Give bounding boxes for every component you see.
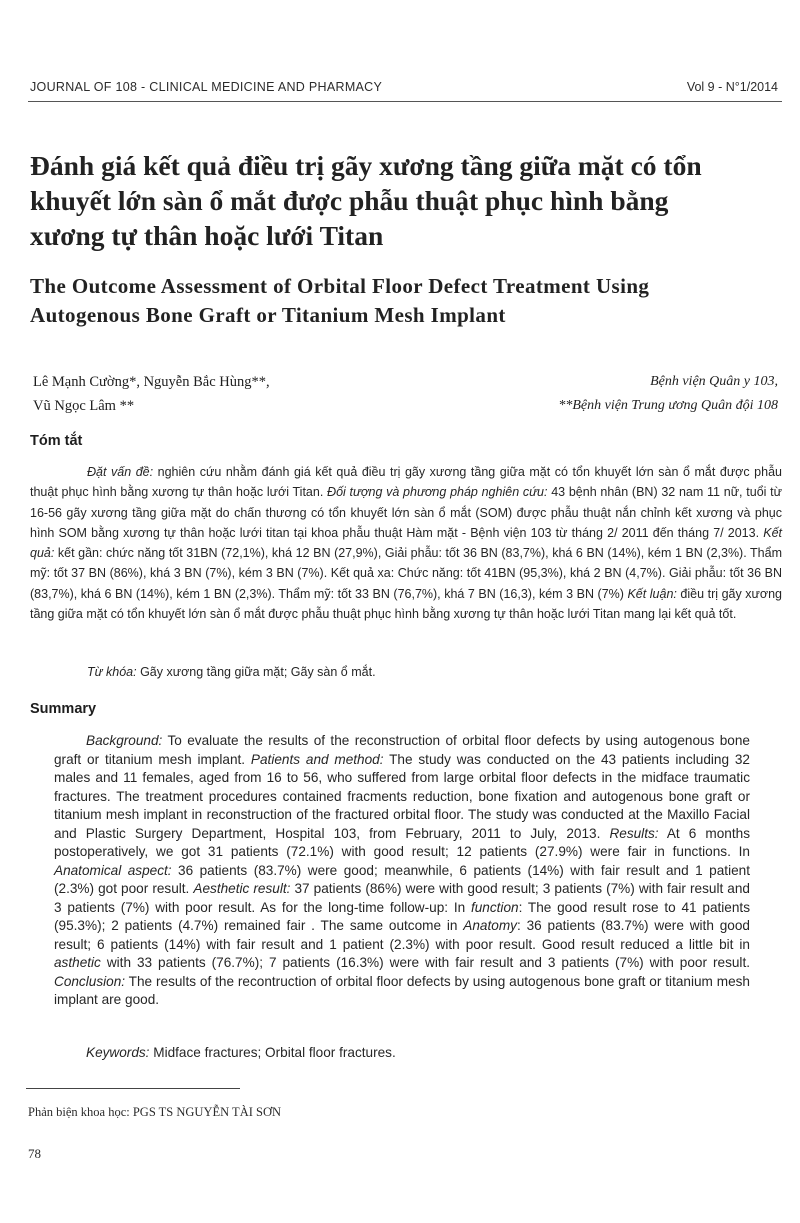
journal-name: JOURNAL OF 108 - CLINICAL MEDICINE AND PHARMACY bbox=[30, 80, 383, 94]
vi-background-label: Đặt vấn đề: bbox=[87, 465, 154, 479]
vi-result-text: kết gần: chức năng tốt 31BN (72,1%), khá 12 BN (27,9%), Giải phẫu: tốt 36 BN (83,7%), khá 6 BN (14%), kém 1 BN (2,3%). Thẩm mỹ: tốt 37 BN (86%), khá 3 BN (7%), kém 3 BN (7%). Kết quả xa: Chức năng: tốt 41BN (95,3%), khá 2 BN (4,7%). Giải phẫu: tốt 36 BN (83,7%), khá 6 BN (14%), kém 1 BN (2,3%). Thẩm mỹ: tốt 33 BN (76,7%), khá 7 BN (16,3), kém 3 BN (7%) bbox=[30, 546, 782, 601]
vi-conclusion-label: Kết luận: bbox=[627, 586, 677, 601]
en-conclusion-text: The results of the recontruction of orbital floor defects by using autogenous bone graft or titanium mesh implant are good. bbox=[54, 973, 750, 1007]
reviewer-note: Phản biện khoa học: PGS TS NGUYỄN TÀI SƠN bbox=[28, 1105, 282, 1119]
tomtat-heading: Tóm tắt bbox=[30, 433, 83, 449]
en-results-text-5: : 36 patients (83.7%) were with good result; 6 patients (14%) with fair result and 1 patient (2.3%) with poor result. Good result reduced a little bit in bbox=[54, 918, 750, 952]
en-function-label: function bbox=[470, 899, 519, 915]
affiliation-list bbox=[558, 370, 778, 418]
vi-conclusion-text: điều trị gãy xương tầng giữa mặt có tổn khuyết lớn sàn ổ mắt được phẫu thuật phục hình bằng xương tự thân hoặc lưới Titan mang lại kết quả tốt. bbox=[30, 586, 782, 622]
summary-heading: Summary bbox=[30, 701, 97, 717]
volume-issue: Vol 9 - N°1/2014 bbox=[686, 80, 778, 94]
en-results-text-6: with 33 patients (76.7%); 7 patients (16.3%) were with fair result and 3 patients (7%) with poor result. bbox=[100, 955, 750, 970]
title-vi-line-2: khuyết lớn sàn ổ mắt được phẫu thuật phục hình bằng bbox=[30, 185, 669, 216]
vi-method-label: Đối tượng và phương pháp nghiên cứu: bbox=[327, 485, 548, 500]
header-divider bbox=[28, 101, 782, 102]
vi-result-label: Kết quả: bbox=[30, 525, 782, 561]
en-results-text-4: : The good result rose to 41 patients (95.3%); 2 patients (4.7%) remained fair . The same outcome in bbox=[54, 899, 750, 933]
en-background-label: Background: bbox=[86, 733, 163, 748]
title-en-line-2: Autogenous Bone Graft or Titanium Mesh Implant bbox=[30, 303, 506, 327]
affiliation-line-2: **Bệnh viện Trung ương Quân đội 108 bbox=[558, 398, 778, 413]
en-keywords-label: Keywords: bbox=[86, 1045, 150, 1060]
en-asthetic-label: asthetic bbox=[54, 955, 101, 970]
en-results-text-2: 36 patients (83.7%) were good; meanwhile, 6 patients (14%) with fair result and 1 patient (2.3%) got poor result. bbox=[54, 862, 750, 896]
footnote-divider bbox=[26, 1088, 240, 1089]
vi-keywords-label: Từ khóa: bbox=[87, 665, 137, 679]
en-keywords-text: Midface fractures; Orbital floor fractures. bbox=[149, 1045, 396, 1060]
title-vietnamese bbox=[30, 148, 790, 253]
authors-line-1: Lê Mạnh Cường*, Nguyễn Bắc Hùng**, bbox=[33, 374, 270, 390]
title-english bbox=[30, 272, 790, 330]
abstract-vietnamese bbox=[30, 462, 782, 624]
en-results-text-3: 37 patients (86%) were with good result; 3 patients (7%) with fair result and 3 patients (7%) with poor result. As for the long-time follow-up: In bbox=[54, 881, 750, 915]
en-conclusion-label: Conclusion: bbox=[54, 973, 126, 989]
title-en-line-1: The Outcome Assessment of Orbital Floor Defect Treatment Using bbox=[30, 274, 650, 298]
en-method-label: Patients and method: bbox=[250, 751, 384, 767]
en-results-text-1: At 6 months postoperatively, we got 31 patients (72.1%) with good result; 12 patients (27.9%) were fair in functions. In bbox=[54, 825, 750, 859]
author-list bbox=[33, 370, 270, 418]
vi-background-text: nghiên cứu nhằm đánh giá kết quả điều trị gãy xương tầng giữa mặt có tổn khuyết lớn sàn ổ mắt được phẫu thuật phục hình bằng xương tự thân hoặc lưới Titan. bbox=[30, 465, 782, 500]
affiliation-line-1: Bệnh viện Quân y 103, bbox=[650, 374, 778, 389]
en-anatomical-label: Anatomical aspect: bbox=[54, 862, 172, 878]
page-number: 78 bbox=[28, 1146, 41, 1161]
vi-method-text: 43 bệnh nhân (BN) 32 nam 11 nữ, tuổi từ 16-56 gãy xương tầng giữa mặt do chấn thương có tổn khuyết lớn sàn ổ mắt (SOM) được phẫu thuật nắn chỉnh kết xương và phục hình SOM bằng xương tự thân hoặc lưới titan tại khoa phẫu thuật Hàm mặt - Bệnh viện 103 từ tháng 2/ 2011 đến tháng 7/ 2013. bbox=[30, 485, 782, 540]
keywords-english bbox=[86, 1045, 396, 1060]
title-vi-line-3: xương tự thân hoặc lưới Titan bbox=[30, 220, 384, 251]
en-aesthetic-label: Aesthetic result: bbox=[193, 881, 291, 896]
en-anatomy-label: Anatomy bbox=[463, 918, 517, 933]
keywords-vietnamese bbox=[87, 665, 376, 679]
vi-keywords-text: Gãy xương tầng giữa mặt; Gãy sàn ổ mắt. bbox=[136, 665, 376, 679]
title-vi-line-1: Đánh giá kết quả điều trị gãy xương tầng giữa mặt có tổn bbox=[30, 150, 702, 181]
en-background-text: To evaluate the results of the reconstruction of orbital floor defects by using autogenous bone graft or titanium mesh implant. bbox=[54, 733, 750, 767]
en-method-text: The study was conducted on the 43 patients including 32 males and 11 females, aged from 16 to 56, who suffered from large orbital floor defects in the midface traumatic fractures. The treatment procedures contained fracments reduction, bone fixation and autogenous bone graft or titanium mesh implant in reconstruction of the fractured orbital floor. The study was conducted at the Maxillo Facial and Plastic Surgery Department, Hospital 103, from February, 2011 to July, 2013. bbox=[54, 751, 750, 841]
abstract-english bbox=[54, 732, 750, 1010]
en-results-label: Results: bbox=[609, 825, 659, 841]
authors-line-2: Vũ Ngọc Lâm ** bbox=[33, 398, 135, 414]
